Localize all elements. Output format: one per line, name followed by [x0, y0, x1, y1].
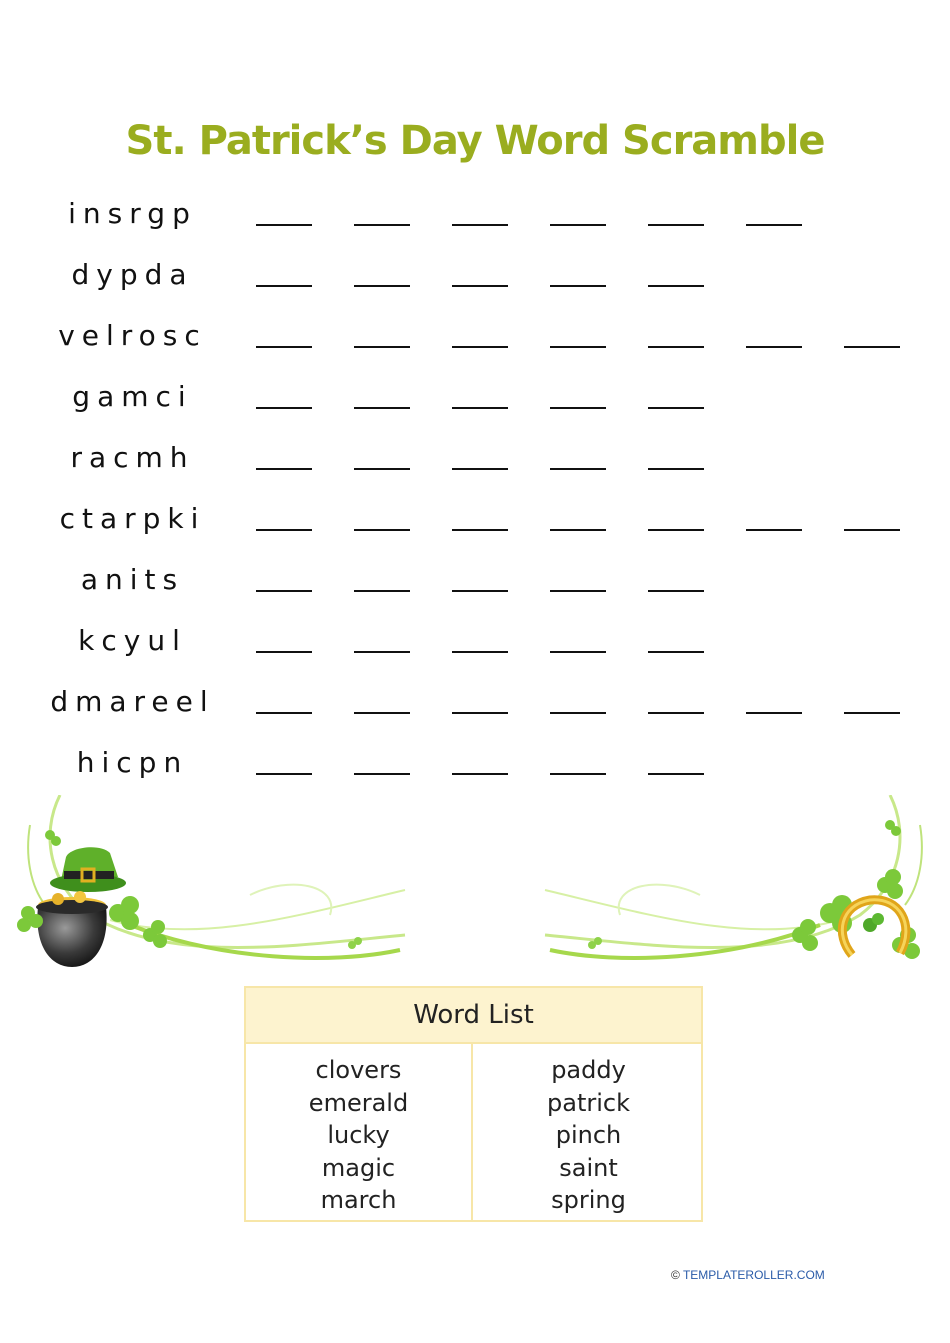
answer-blank[interactable]: [550, 651, 606, 653]
answer-blank[interactable]: [452, 651, 508, 653]
scramble-row: [0, 489, 950, 549]
answer-blank[interactable]: [256, 529, 312, 531]
answer-blank[interactable]: [354, 651, 410, 653]
answer-blank[interactable]: [256, 346, 312, 348]
word-list-item: saint: [559, 1153, 618, 1182]
decorative-border: [0, 795, 950, 980]
answer-blank[interactable]: [550, 712, 606, 714]
word-list-heading: Word List: [246, 988, 701, 1044]
answer-blank[interactable]: [256, 590, 312, 592]
answer-blank[interactable]: [746, 224, 802, 226]
answer-blank[interactable]: [452, 529, 508, 531]
scrambled-word: gamci: [72, 380, 193, 413]
answer-blank[interactable]: [452, 468, 508, 470]
scrambled-word: dypda: [71, 258, 194, 291]
word-list-item: pinch: [555, 1121, 622, 1149]
scramble-row: [0, 367, 950, 427]
answer-blank[interactable]: [256, 773, 312, 775]
scramble-row: [0, 428, 950, 488]
scrambled-word: hicpn: [76, 746, 189, 779]
answer-blank[interactable]: [550, 224, 606, 226]
answer-blank[interactable]: [354, 529, 410, 531]
answer-blank[interactable]: [648, 224, 704, 226]
answer-blank[interactable]: [452, 224, 508, 226]
answer-blank[interactable]: [452, 285, 508, 287]
scramble-row: [0, 550, 950, 610]
answer-blank[interactable]: [648, 712, 704, 714]
footer-link[interactable]: TEMPLATEROLLER.COM: [682, 1268, 825, 1282]
page-title: St. Patrick’s Day Word Scramble: [125, 118, 825, 164]
scramble-puzzle: [0, 184, 950, 794]
answer-blank[interactable]: [746, 346, 802, 348]
answer-blank[interactable]: [550, 773, 606, 775]
answer-blank[interactable]: [746, 529, 802, 531]
answer-blank[interactable]: [648, 285, 704, 287]
scramble-row: [0, 611, 950, 671]
scramble-row: [0, 733, 950, 793]
answer-blank[interactable]: [256, 224, 312, 226]
answer-blank[interactable]: [648, 346, 704, 348]
answer-blank[interactable]: [648, 468, 704, 470]
answer-blank[interactable]: [256, 468, 312, 470]
answer-blank[interactable]: [648, 773, 704, 775]
scramble-row: [0, 672, 950, 732]
answer-blank[interactable]: [746, 712, 802, 714]
word-list-item: lucky: [327, 1121, 390, 1149]
answer-blank[interactable]: [354, 712, 410, 714]
answer-blank[interactable]: [648, 590, 704, 592]
answer-blank[interactable]: [648, 529, 704, 531]
answer-blank[interactable]: [452, 590, 508, 592]
answer-blank[interactable]: [354, 346, 410, 348]
scramble-row: [0, 184, 950, 244]
footer-credit: [671, 1268, 825, 1282]
word-list-item: march: [320, 1186, 397, 1214]
answer-blank[interactable]: [354, 773, 410, 775]
answer-blank[interactable]: [844, 712, 900, 714]
word-list-right-column: [475, 1042, 702, 1220]
answer-blank[interactable]: [550, 468, 606, 470]
answer-blank[interactable]: [256, 712, 312, 714]
word-list-table: [244, 986, 703, 1222]
answer-blank[interactable]: [354, 407, 410, 409]
hat-icon: [50, 847, 126, 892]
word-list-item: emerald: [308, 1088, 409, 1117]
word-list-item: magic: [321, 1153, 396, 1182]
answer-blank[interactable]: [648, 651, 704, 653]
answer-blank[interactable]: [354, 224, 410, 226]
scrambled-word: insrgp: [68, 197, 197, 230]
scramble-row: [0, 306, 950, 366]
scrambled-word: dmareel: [50, 685, 215, 718]
answer-blank[interactable]: [550, 285, 606, 287]
scramble-row: [0, 245, 950, 305]
word-list-item: spring: [551, 1186, 626, 1214]
answer-blank[interactable]: [354, 285, 410, 287]
pot-of-gold-icon: [36, 891, 108, 967]
scrambled-word: velrosc: [58, 319, 207, 352]
word-list-left-column: [246, 1042, 473, 1220]
answer-blank[interactable]: [256, 651, 312, 653]
scrambled-word: ctarpki: [59, 502, 206, 535]
scrambled-word: kcyul: [78, 624, 187, 657]
answer-blank[interactable]: [452, 712, 508, 714]
scrambled-word: anits: [80, 563, 185, 596]
right-swirl: [545, 795, 922, 958]
answer-blank[interactable]: [844, 346, 900, 348]
answer-blank[interactable]: [550, 590, 606, 592]
answer-blank[interactable]: [648, 407, 704, 409]
answer-blank[interactable]: [354, 590, 410, 592]
answer-blank[interactable]: [452, 407, 508, 409]
answer-blank[interactable]: [550, 346, 606, 348]
answer-blank[interactable]: [844, 529, 900, 531]
word-list-item: paddy: [551, 1056, 626, 1084]
answer-blank[interactable]: [452, 346, 508, 348]
word-list-item: patrick: [547, 1088, 630, 1117]
word-list-item: clovers: [315, 1056, 402, 1084]
answer-blank[interactable]: [354, 468, 410, 470]
answer-blank[interactable]: [256, 407, 312, 409]
answer-blank[interactable]: [256, 285, 312, 287]
answer-blank[interactable]: [550, 407, 606, 409]
right-shamrocks: [588, 820, 920, 959]
answer-blank[interactable]: [550, 529, 606, 531]
copyright-symbol: ©: [671, 1268, 680, 1282]
scrambled-word: racmh: [70, 441, 195, 474]
answer-blank[interactable]: [452, 773, 508, 775]
